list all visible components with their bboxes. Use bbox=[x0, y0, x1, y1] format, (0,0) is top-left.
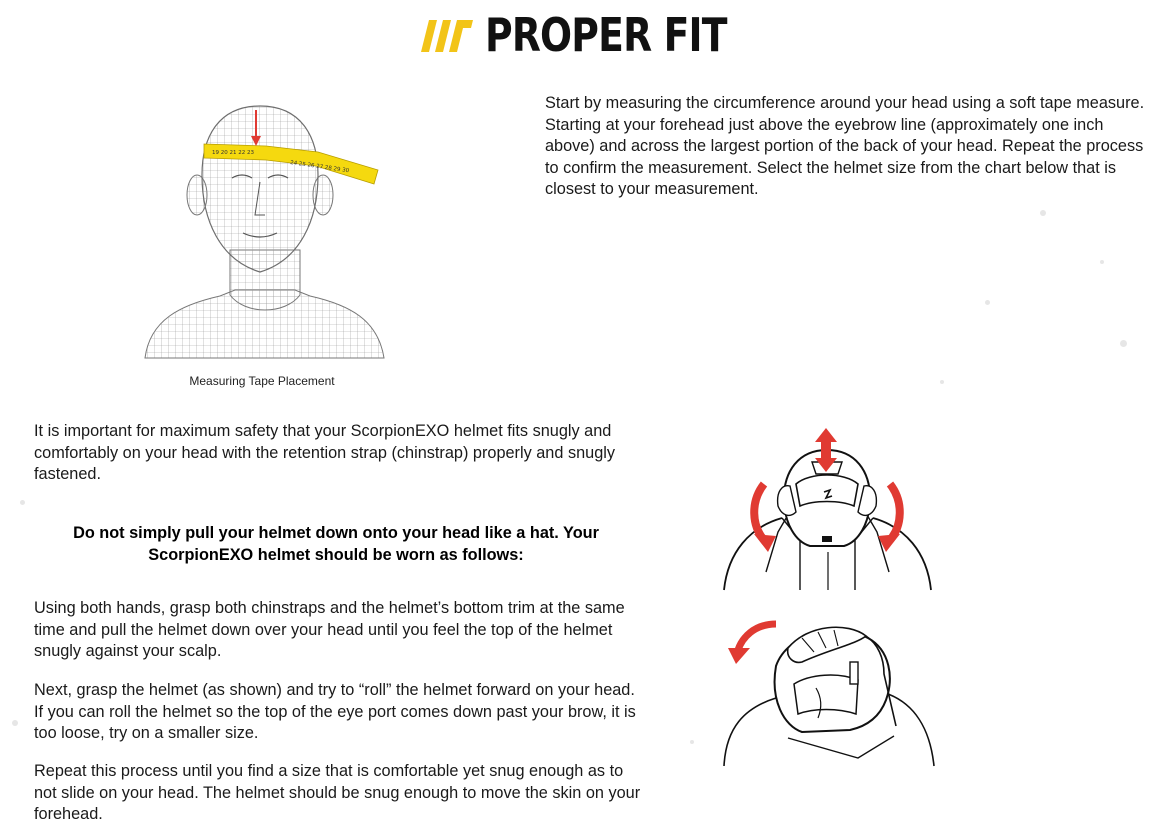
background-speck bbox=[985, 300, 990, 305]
page-title: PROPER FIT bbox=[485, 8, 727, 62]
arrow-down-right-icon bbox=[890, 484, 900, 540]
background-speck bbox=[690, 740, 694, 744]
step-1-paragraph: Using both hands, grasp both chinstraps and the helmet’s bottom trim at the same time and pull the helmet down over your head until you feel the top of the helmet snugly against your scalp. bbox=[34, 599, 625, 661]
arrow-roll-forward-icon bbox=[728, 624, 776, 664]
figure-caption: Measuring Tape Placement bbox=[189, 374, 335, 388]
background-speck bbox=[12, 720, 18, 726]
warning-paragraph: Do not simply pull your helmet down onto your head like a hat. Your ScorpionEXO helmet should be worn as follows: bbox=[73, 524, 599, 564]
scorpion-slashes-logo-icon bbox=[415, 12, 473, 58]
tape-number: 19 20 21 22 23 bbox=[212, 150, 254, 156]
helmet-roll-forward-illustration bbox=[718, 608, 940, 770]
intro-paragraph: Start by measuring the circumference around your head using a soft tape measure. Starting at your forehead just above the eyebrow line (approximately one inch above) and across the largest portion of the back of your head. Repeat the process to confirm the measurement. Select the helmet size from the chart below that is closest to your measurement. bbox=[545, 94, 1145, 199]
head-measuring-tape-illustration bbox=[140, 100, 390, 362]
background-speck bbox=[1040, 210, 1046, 216]
step-2-paragraph: Next, grasp the helmet (as shown) and try to “roll” the helmet forward on your head. If you can roll the helmet so the top of the eye port comes down past your brow, it is too loose, try on a smaller size. bbox=[34, 681, 636, 743]
page-header bbox=[0, 8, 1155, 62]
safety-paragraph: It is important for maximum safety that your ScorpionEXO helmet fits snugly and comfortably on your head with the retention strap (chinstrap) properly and snugly fastened. bbox=[34, 422, 616, 484]
background-speck bbox=[20, 500, 25, 505]
background-speck bbox=[1100, 260, 1104, 264]
helmet-pull-down-illustration bbox=[720, 422, 935, 597]
background-speck bbox=[940, 380, 944, 384]
arrow-down-left-icon bbox=[754, 484, 764, 540]
step-3-paragraph: Repeat this process until you find a size that is comfortable yet snug enough as to not slide on your head. The helmet should be snug enough to move the skin on your forehead. bbox=[34, 762, 641, 824]
tape-number: 24 25 26 27 28 29 30 bbox=[289, 160, 350, 175]
background-speck bbox=[1120, 340, 1127, 347]
